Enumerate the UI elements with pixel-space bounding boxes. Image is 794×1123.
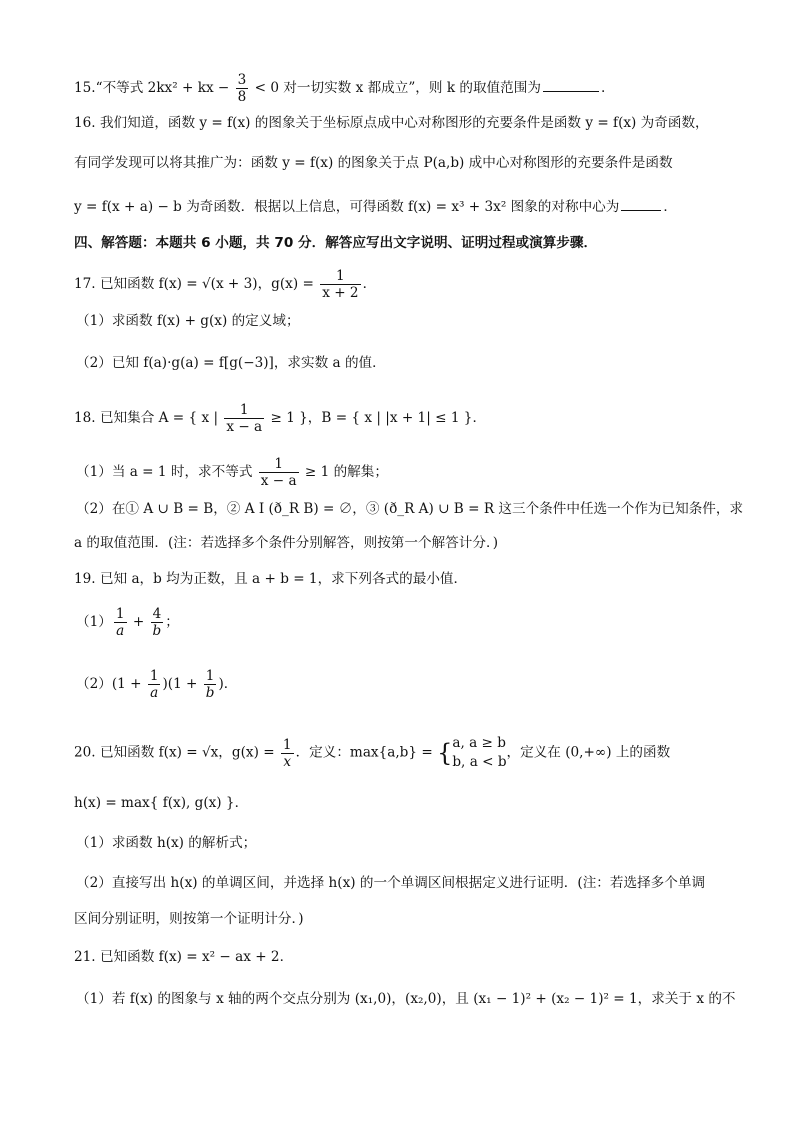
question-19-part-2: （2）(1 + $\frac{1}{a}$ )(1 + $\frac{1}{b}$ )． bbox=[76, 668, 238, 701]
question-20-stem: 20. 已知函数 f(x) = √x，g(x) = $\frac{1}{x}$ ．定义：max{a,b} = { a, a ≥ b b, a < b ，定义在 (0,+∞) 上的函数 bbox=[74, 735, 671, 770]
question-21-stem: 21. 已知函数 f(x) = x² − ax + 2． bbox=[74, 949, 294, 965]
question-16-line-3: y = f(x + a) − b 为奇函数．根据以上信息，可得函数 f(x) = x³ + 3x² 图象的对称中心为 ． bbox=[74, 196, 677, 218]
question-21-part-1: （1）若 f(x) 的图象与 x 轴的两个交点分别为 (x₁,0)，(x₂,0)，且 (x₁ − 1)² + (x₂ − 1)² = 1，求关于 x 的不 bbox=[76, 991, 736, 1007]
question-20-part-2-line-1: （2）直接写出 h(x) 的单调区间，并选择 h(x) 的一个单调区间根据定义进行证明．(注：若选择多个单调 bbox=[76, 875, 706, 891]
question-20-part-2-line-2: 区间分别证明，则按第一个证明计分．) bbox=[74, 911, 304, 927]
section-4-heading: 四、解答题：本题共 6 小题，共 70 分．解答应写出文字说明、证明过程或演算步骤． bbox=[74, 235, 598, 251]
question-16-line-1: 16. 我们知道，函数 y = f(x) 的图象关于坐标原点成中心对称图形的充要条件是函数 y = f(x) 为奇函数， bbox=[74, 115, 709, 131]
question-19-part-1: （1） $\frac{1}{a}$ + $\frac{4}{b}$ ； bbox=[76, 606, 179, 639]
q17-g-fraction: $\frac{1}{x + 2}$ bbox=[322, 268, 359, 301]
q16-answer-blank bbox=[621, 196, 661, 211]
question-18-part-2-line-1: （2）在① A ∪ B = B，② A I (ð_R B) = ∅，③ (ð_R A) ∪ B = R 这三个条件中任选一个作为已知条件，求 bbox=[76, 501, 744, 517]
q18-set-fraction: $\frac{1}{x - a}$ bbox=[226, 402, 263, 435]
q15-prefix: 15.“不等式 2kx² + kx − bbox=[74, 80, 234, 96]
question-16-line-2: 有同学发现可以将其推广为：函数 y = f(x) 的图象关于点 P(a,b) 成中心对称图形的充要条件是函数 bbox=[74, 155, 673, 171]
piecewise-cases: a, a ≥ b b, a < b bbox=[452, 735, 507, 770]
question-17-part-2: （2）已知 f(a)·g(a) = f[g(−3)]，求实数 a 的值． bbox=[76, 355, 386, 371]
question-15: 15.“不等式 2kx² + kx − $\frac{3}{8}$ < 0 对一切实数 x 都成立”，则 k 的取值范围为 . bbox=[74, 72, 606, 105]
question-17-stem: 17. 已知函数 f(x) = √(x + 3)，g(x) = $\frac{1}{x + 2}$ ． bbox=[74, 268, 377, 301]
q15-answer-blank bbox=[543, 77, 599, 92]
question-19-stem: 19. 已知 a，b 均为正数，且 a + b = 1，求下列各式的最小值． bbox=[74, 571, 468, 587]
q15-fraction: $\frac{3}{8}$ bbox=[237, 72, 247, 105]
question-18-part-2-line-2: a 的取值范围．(注：若选择多个条件分别解答，则按第一个解答计分．) bbox=[74, 535, 499, 551]
question-18-part-1: （1）当 a = 1 时，求不等式 $\frac{1}{x - a}$ ≥ 1 的解集； bbox=[76, 456, 388, 489]
question-17-part-1: （1）求函数 f(x) + g(x) 的定义域； bbox=[76, 313, 300, 329]
question-20-part-1: （1）求函数 h(x) 的解析式； bbox=[76, 835, 257, 851]
piecewise-brace: { bbox=[437, 739, 453, 767]
question-20-line-2: h(x) = max{ f(x), g(x) }． bbox=[74, 795, 249, 811]
q15-suffix: < 0 对一切实数 x 都成立”，则 k 的取值范围为 bbox=[250, 80, 541, 96]
q18-p1-fraction: $\frac{1}{x - a}$ bbox=[260, 456, 297, 489]
question-18-stem: 18. 已知集合 A = { x | $\frac{1}{x - a}$ ≥ 1 }，B = { x | |x + 1| ≤ 1 }． bbox=[74, 402, 487, 435]
